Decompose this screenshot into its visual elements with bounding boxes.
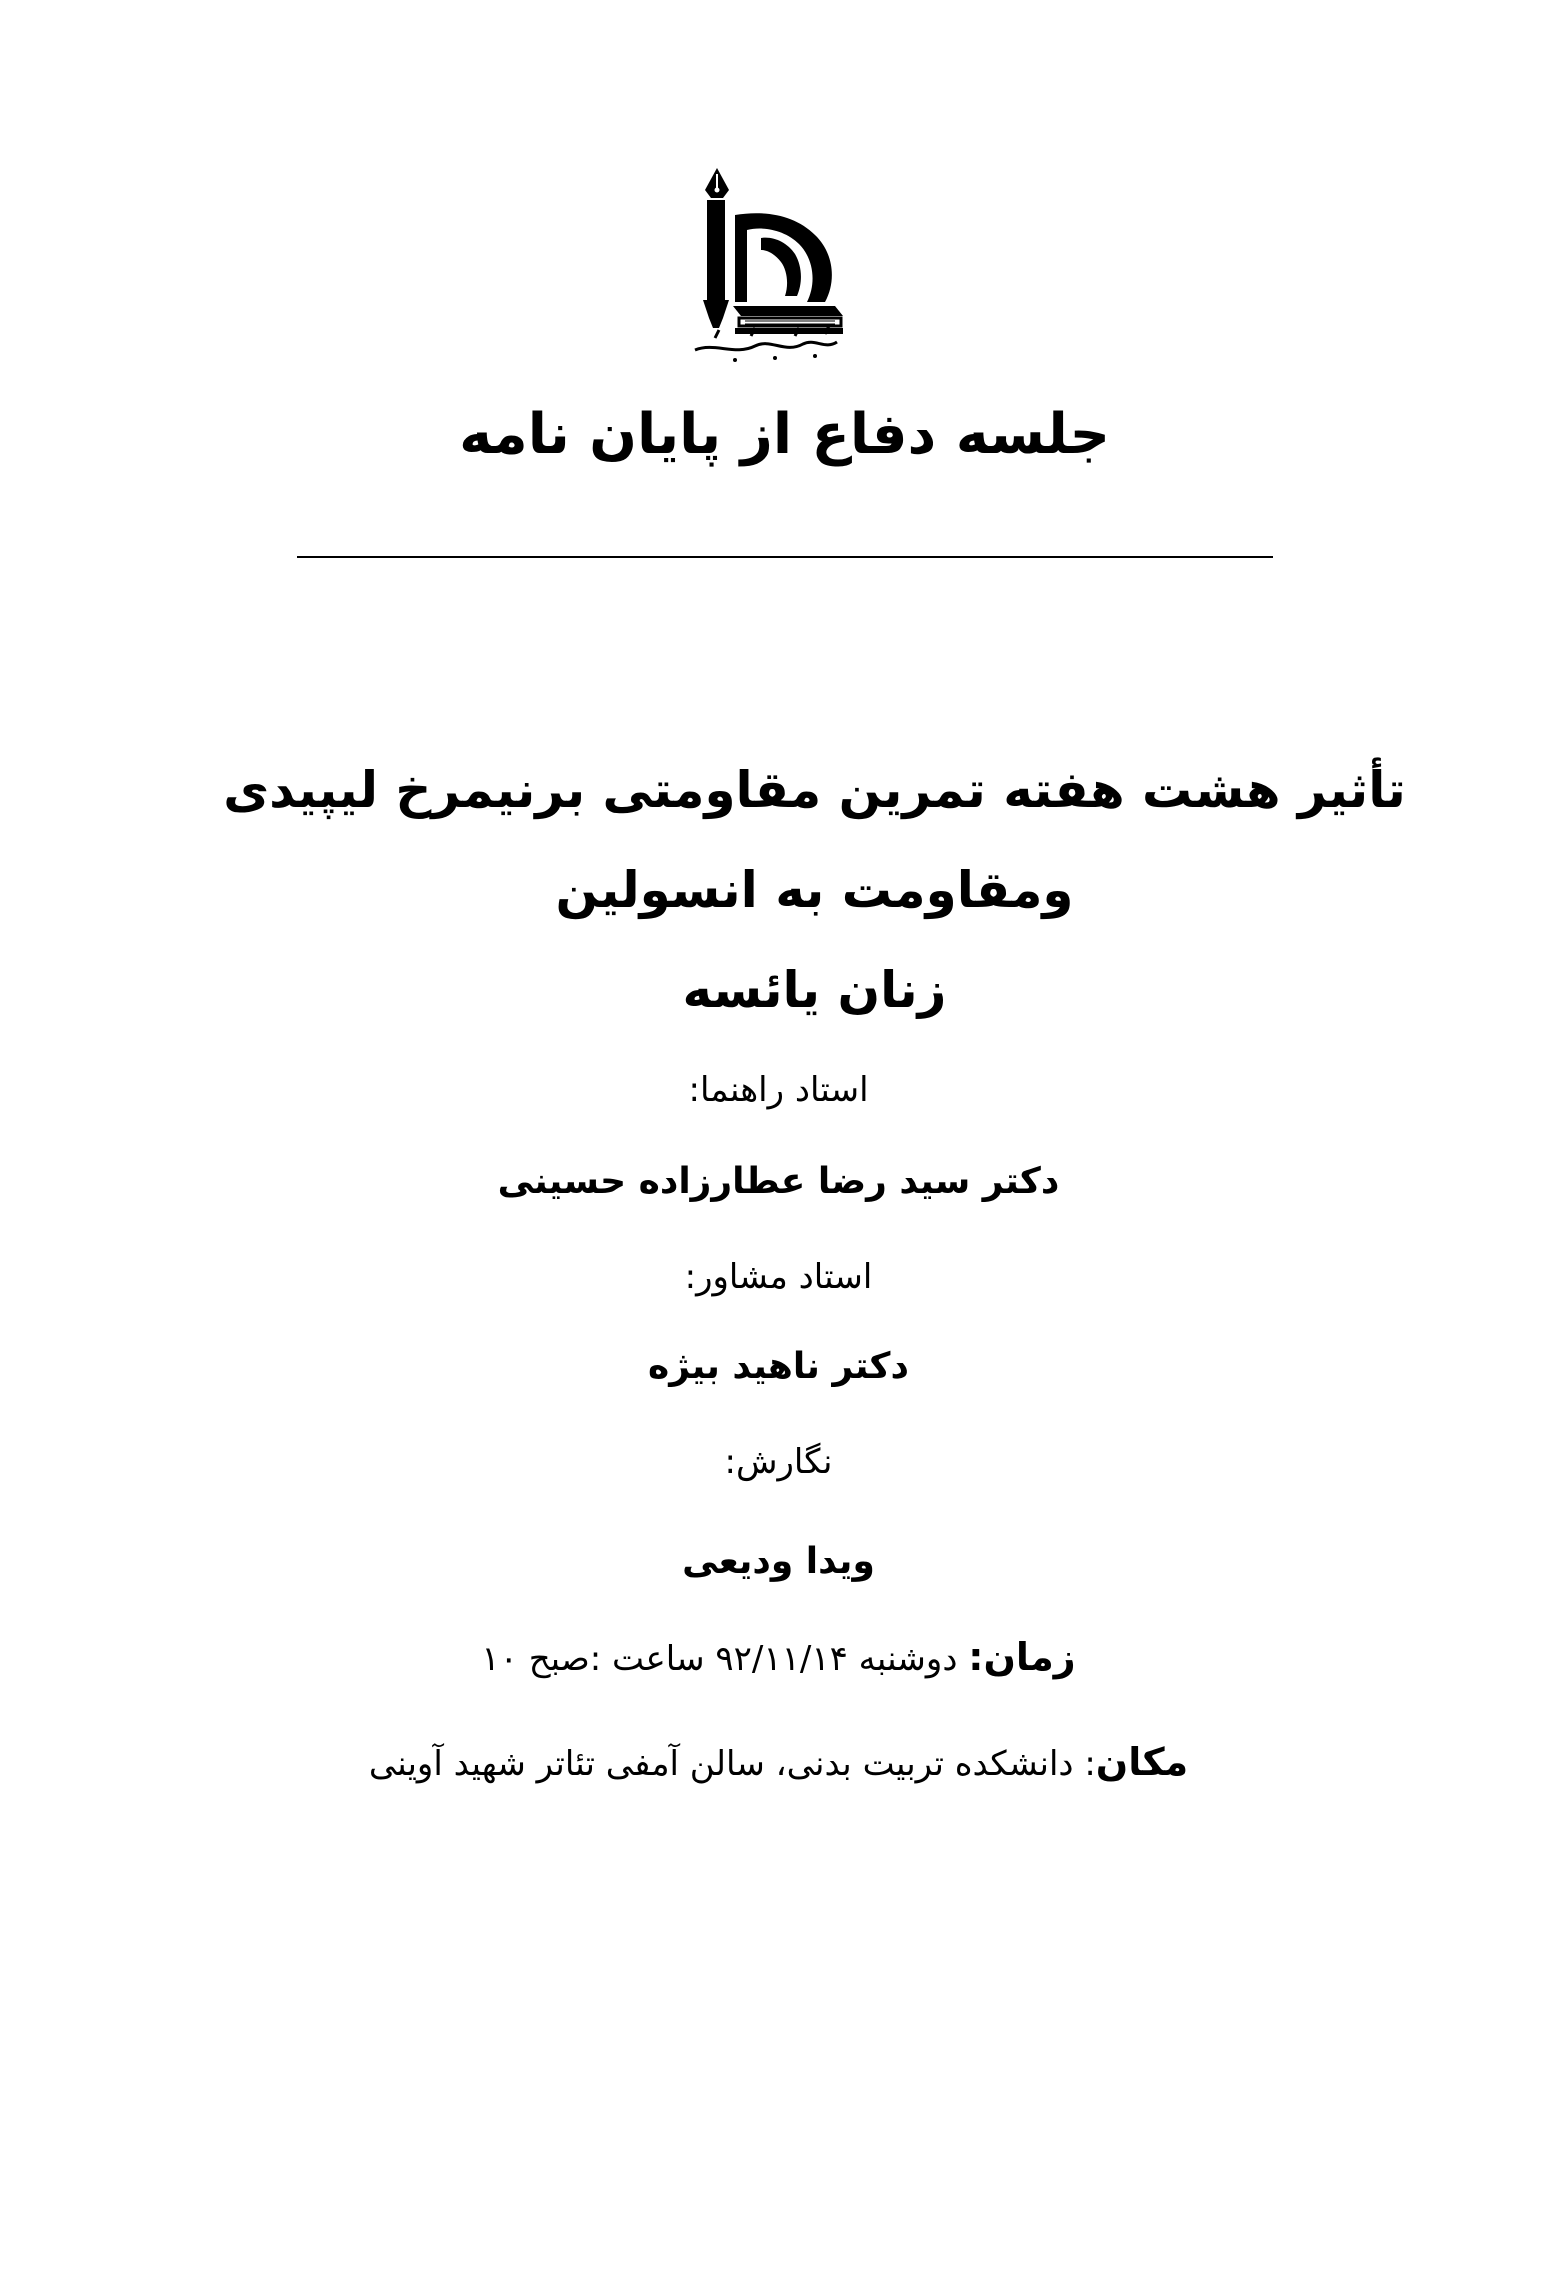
session-time — [0, 1632, 1557, 1684]
time-value: دوشنبه ۹۲/۱۱/۱۴ ساعت :صبح ۱۰ — [481, 1639, 958, 1679]
place-label: مکان — [1095, 1740, 1189, 1784]
title-divider — [297, 556, 1273, 558]
page-title: جلسه دفاع از پایان نامه — [459, 402, 1110, 467]
supervisor-name: دکتر سید رضا عطارزاده حسینی — [497, 1161, 1060, 1202]
thesis-title — [186, 740, 1443, 1040]
thesis-title-line-2: زنان یائسه — [682, 961, 947, 1019]
author-label: نگارش: — [724, 1442, 833, 1482]
place-value: : دانشکده تربیت بدنی، سالن آمفی تئاتر شهید آوینی — [368, 1744, 1096, 1784]
time-label: زمان: — [968, 1635, 1076, 1679]
advisor-name: دکتر ناهید بیژه — [648, 1346, 909, 1387]
thesis-title-line-1: تأثیر هشت هفته تمرین مقاومتی برنیمرخ لیپیدی ومقاومت به انسولین — [223, 761, 1406, 919]
supervisor-label: استاد راهنما: — [688, 1070, 869, 1110]
advisor-label: استاد مشاور: — [684, 1257, 873, 1297]
session-place — [0, 1737, 1557, 1789]
author-name: ویدا ودیعی — [682, 1541, 875, 1582]
university-logo — [675, 160, 875, 375]
ferdowsi-university-logo-icon — [675, 160, 875, 375]
